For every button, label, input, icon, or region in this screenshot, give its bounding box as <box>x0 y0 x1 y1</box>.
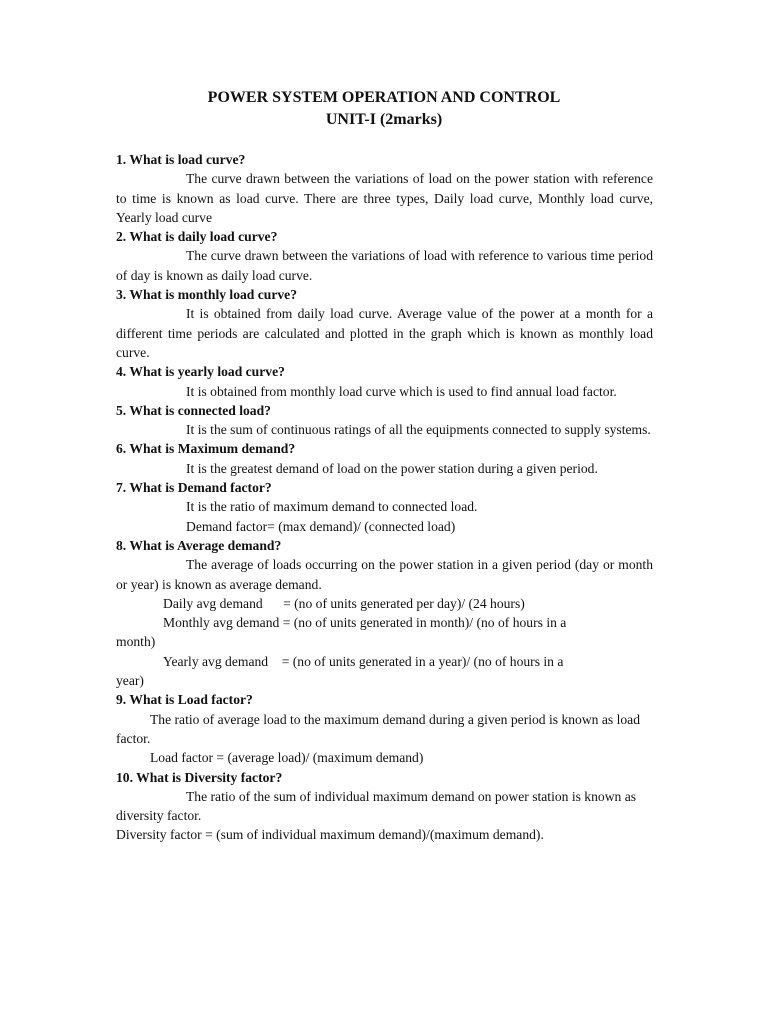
diversity-factor-formula: Diversity factor = (sum of individual maximum demand)/(maximum demand). <box>116 827 544 843</box>
question-4: 4. What is yearly load curve? <box>116 364 285 380</box>
answer-2: The curve drawn between the variations of load with reference to various time period of day is known as daily load curve. <box>116 248 653 283</box>
load-factor-formula: Load factor = (average load)/ (maximum demand) <box>150 750 424 766</box>
question-2: 2. What is daily load curve? <box>116 229 278 245</box>
qa-content <box>116 150 653 845</box>
answer-8: The average of loads occurring on the power station in a given period (day or month or year) is known as average demand. <box>116 557 653 592</box>
question-3: 3. What is monthly load curve? <box>116 287 298 303</box>
answer-1: The curve drawn between the variations of load on the power station with reference to time is known as load curve. There are three types, Daily load curve, Monthly load curve, Yearly load curve <box>116 171 653 225</box>
document-title: POWER SYSTEM OPERATION AND CONTROL <box>207 89 561 106</box>
demand-factor-formula: Demand factor= (max demand)/ (connected load) <box>186 518 456 534</box>
answer-3: It is obtained from daily load curve. Average value of the power at a month for a different time periods are calculated and plotted in the graph which is known as monthly load curve. <box>116 306 653 360</box>
answer-9: The ratio of average load to the maximum demand during a given period is known as load factor. <box>116 711 640 746</box>
question-10: 10. What is Diversity factor? <box>116 769 283 785</box>
question-1: 1. What is load curve? <box>116 152 246 167</box>
answer-10: The ratio of the sum of individual maximum demand on power station is known as diversity factor. <box>116 788 637 824</box>
yearly-avg-expression: = (no of units generated in a year)/ (no of hours in a <box>281 653 564 669</box>
monthly-avg-label: Monthly avg demand <box>163 615 283 631</box>
yearly-avg-label: Yearly avg demand <box>163 653 282 669</box>
question-7: 7. What is Demand factor? <box>116 480 272 496</box>
question-8: 8. What is Average demand? <box>116 537 282 553</box>
answer-7: It is the ratio of maximum demand to connected load. <box>186 499 478 515</box>
monthly-avg-demand-formula <box>116 613 653 632</box>
daily-avg-demand-formula <box>116 594 653 613</box>
answer-6: It is the greatest demand of load on the power station during a given period. <box>186 460 598 476</box>
answer-5: It is the sum of continuous ratings of all the equipments connected to supply systems. <box>186 422 651 438</box>
yearly-avg-continuation: year) <box>116 673 144 689</box>
yearly-avg-demand-formula <box>116 652 653 671</box>
answer-4: It is obtained from monthly load curve which is used to find annual load factor. <box>186 383 617 399</box>
monthly-avg-continuation: month) <box>116 634 156 650</box>
daily-avg-label: Daily avg demand <box>163 595 284 611</box>
document-subtitle: UNIT-I (2marks) <box>325 111 443 128</box>
question-9: 9. What is Load factor? <box>116 692 253 708</box>
question-5: 5. What is connected load? <box>116 402 271 418</box>
question-6: 6. What is Maximum demand? <box>116 441 296 457</box>
monthly-avg-expression: = (no of units generated in month)/ (no of hours in a <box>282 615 567 631</box>
daily-avg-expression: = (no of units generated per day)/ (24 hours) <box>283 595 525 611</box>
